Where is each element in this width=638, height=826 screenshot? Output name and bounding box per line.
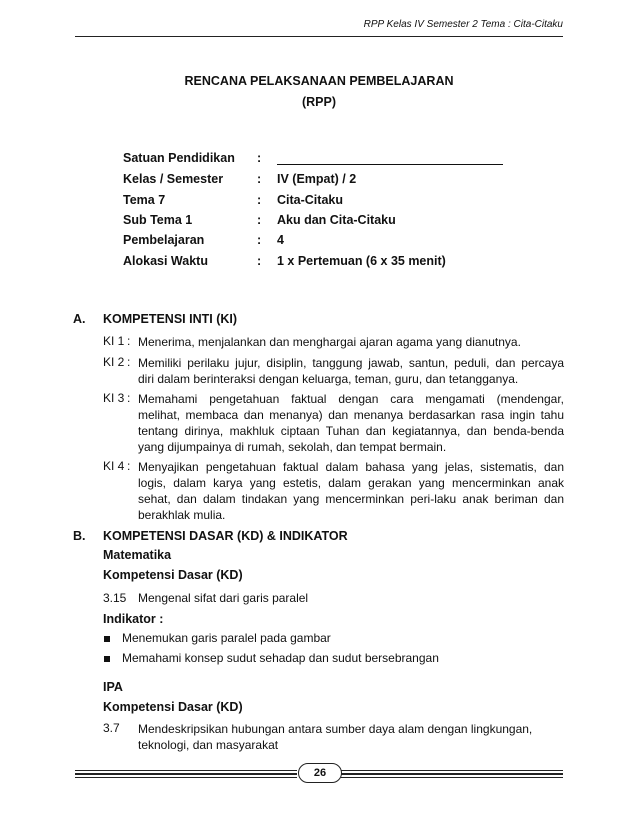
doc-subtitle: (RPP)	[301, 95, 337, 109]
ki-number: KI 1	[103, 334, 125, 348]
ki-text	[138, 391, 564, 455]
ki-text	[138, 459, 564, 523]
indikator-heading: Indikator :	[103, 612, 164, 626]
ki-line: berakhlak mulia.	[138, 508, 226, 522]
ki-text	[138, 355, 564, 387]
ki-line: Memahami pengetahuan faktual dengan cara mengamati (mendengar,	[138, 392, 564, 406]
info-label: Sub Tema 1	[123, 213, 193, 227]
ki-number: KI 3	[103, 391, 125, 405]
ki-line: yang dijumpainya di rumah, sekolah, dan tempat bermain.	[138, 440, 447, 454]
section-b-title: KOMPETENSI DASAR (KD) & INDIKATOR	[103, 529, 348, 543]
kd-line: teknologi, dan masyarakat	[138, 738, 279, 752]
info-colon: :	[257, 172, 262, 186]
kd-number: 3.7	[103, 721, 120, 735]
kd-line: Mendeskripsikan hubungan antara sumber daya alam dengan lingkungan,	[138, 722, 533, 736]
info-label: Alokasi Waktu	[123, 254, 208, 268]
ki-line: diri dalam berinteraksi dengan keluarga, teman, guru, dan tetangganya.	[138, 372, 519, 386]
running-header: RPP Kelas IV Semester 2 Tema : Cita-Citaku	[363, 19, 563, 30]
info-colon: :	[257, 213, 262, 227]
doc-title: RENCANA PELAKSANAAN PEMBELAJARAN	[184, 74, 454, 88]
info-value: Aku dan Cita-Citaku	[277, 213, 396, 227]
kd-text: Mengenal sifat dari garis paralel	[138, 591, 309, 605]
info-value: IV (Empat) / 2	[277, 172, 357, 186]
info-value: 1 x Pertemuan (6 x 35 menit)	[277, 254, 446, 268]
header-rule	[75, 36, 563, 37]
section-a-title: KOMPETENSI INTI (KI)	[103, 312, 238, 326]
kd-heading: Kompetensi Dasar (KD)	[103, 568, 243, 582]
info-label: Tema 7	[123, 193, 166, 207]
ki-number: KI 2	[103, 355, 125, 369]
ki-line: Memiliki perilaku jujur, disiplin, tanggung jawab, santun, peduli, dan percaya	[138, 356, 564, 370]
ki-colon: :	[127, 391, 131, 405]
info-label: Kelas / Semester	[123, 172, 224, 186]
ki-number: KI 4	[103, 459, 125, 473]
indikator-item: Memahami konsep sudut sehadap dan sudut bersebrangan	[122, 651, 439, 665]
subject-heading: IPA	[103, 680, 123, 694]
ki-colon: :	[127, 355, 131, 369]
info-blank-line	[277, 150, 503, 165]
page-number: 26	[298, 763, 342, 783]
info-value: 4	[277, 233, 284, 247]
section-a-letter: A.	[73, 312, 86, 326]
kd-number: 3.15	[103, 591, 127, 605]
kd-text	[138, 721, 532, 753]
info-value: Cita-Citaku	[277, 193, 343, 207]
info-colon: :	[257, 254, 262, 268]
bullet-icon	[104, 636, 110, 642]
subject-heading: Matematika	[103, 548, 172, 562]
info-colon: :	[257, 233, 262, 247]
ki-line: tentang dirinya, makhluk ciptaan Tuhan dan kegiatannya, dan benda-benda	[138, 424, 564, 438]
kd-heading: Kompetensi Dasar (KD)	[103, 700, 243, 714]
bullet-icon	[104, 656, 110, 662]
ki-line: Menerima, menjalankan dan menghargai ajaran agama yang dianutnya.	[138, 335, 521, 349]
indikator-item: Menemukan garis paralel pada gambar	[122, 631, 331, 645]
ki-colon: :	[127, 334, 131, 348]
section-b-letter: B.	[73, 529, 86, 543]
info-label: Satuan Pendidikan	[123, 151, 235, 165]
info-colon: :	[257, 193, 262, 207]
ki-line: logis, dalam karya yang estetis, dalam gerakan yang mencerminkan anak	[138, 476, 564, 490]
info-colon: :	[257, 151, 262, 165]
ki-line: Menyajikan pengetahuan faktual dalam bahasa yang jelas, sistematis, dan	[138, 460, 564, 474]
info-label: Pembelajaran	[123, 233, 205, 247]
ki-line: sehat, dan dalam tindakan yang mencerminkan peri-laku anak beriman dan	[138, 492, 564, 506]
ki-colon: :	[127, 459, 131, 473]
ki-text	[138, 334, 564, 350]
ki-line: melihat, membaca dan menanya) dan menanya berdasarkan rasa ingin tahu	[138, 408, 564, 422]
